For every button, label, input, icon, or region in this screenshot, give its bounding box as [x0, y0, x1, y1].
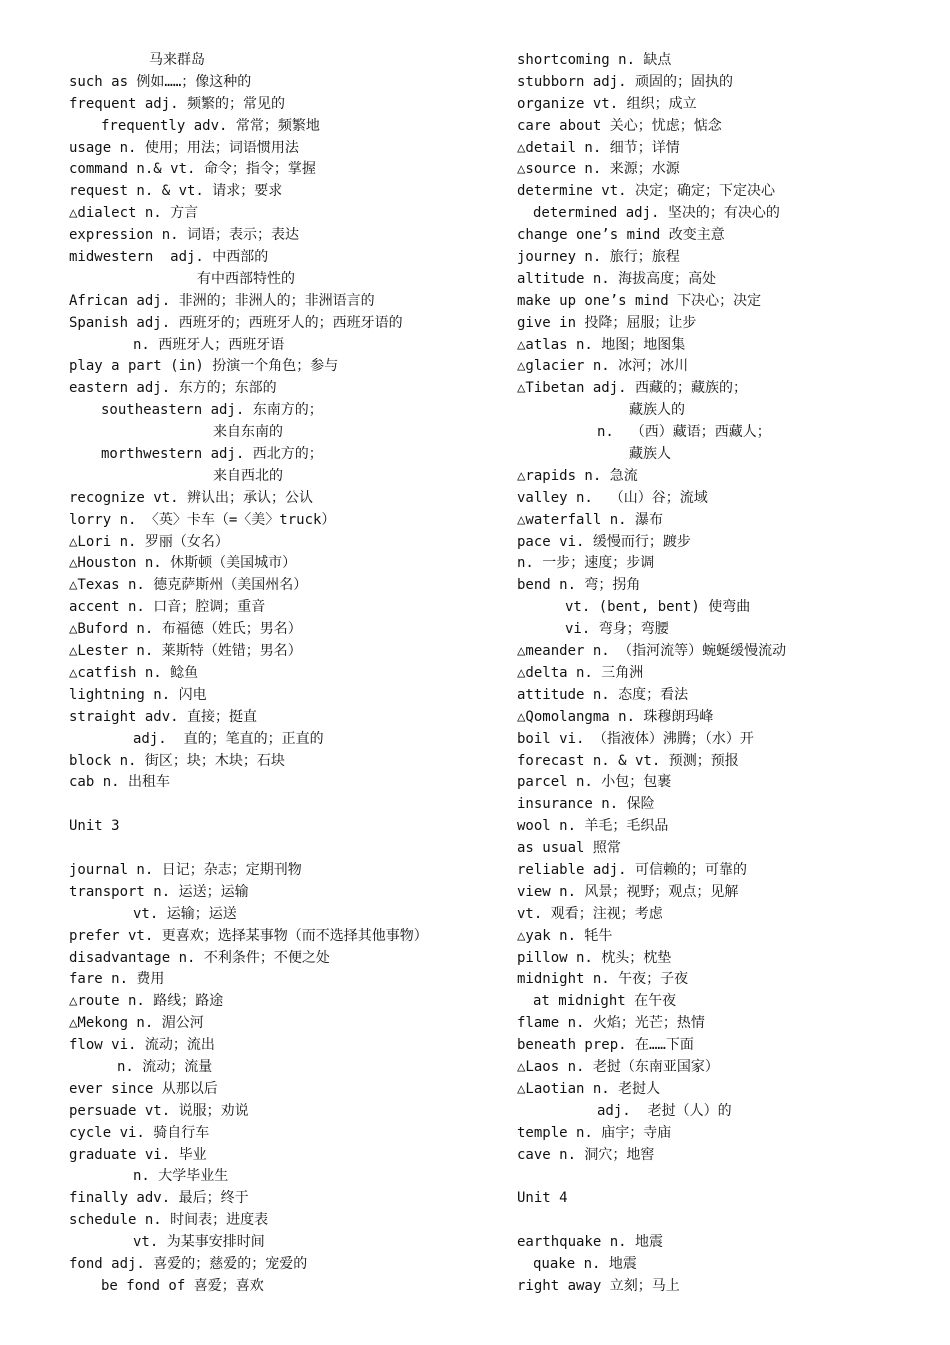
vocab-entry: n. 一步；速度；步调	[517, 555, 655, 572]
vocab-entry: as usual 照常	[517, 840, 621, 857]
vocab-entry: finally adv. 最后；终于	[69, 1190, 249, 1207]
vocab-entry: pace vi. 缓慢而行；踱步	[517, 533, 691, 550]
vocab-entry: determine vt. 决定；确定；下定决心	[517, 183, 776, 200]
vocab-entry: n. 流动；流量	[117, 1058, 213, 1075]
vocab-entry: 来自东南的	[213, 424, 283, 441]
blank-line	[517, 1166, 937, 1188]
vocab-entry: △meander n. （指河流等）蜿蜒缓慢流动	[517, 643, 787, 660]
vocab-entry: △route n. 路线；路途	[69, 993, 224, 1010]
vocab-entry: fare n. 费用	[69, 971, 165, 988]
vocab-entry: midnight n. 午夜；子夜	[517, 971, 689, 988]
vocab-entry: usage n. 使用；用法；词语惯用法	[69, 139, 299, 156]
vocab-entry: n. 西班牙人；西班牙语	[133, 336, 285, 353]
vocab-entry: cycle vi. 骑自行车	[69, 1124, 210, 1141]
vocab-entry: block n. 街区；块；木块；石块	[69, 752, 285, 769]
vocab-entry: organize vt. 组织；成立	[517, 95, 697, 112]
vocab-entry: △Laos n. 老挝（东南亚国家）	[517, 1058, 719, 1075]
vocab-entry: forecast n. & vt. 预测；预报	[517, 752, 739, 769]
vocab-entry: △rapids n. 急流	[517, 467, 638, 484]
vocab-entry: right away 立刻；马上	[517, 1277, 680, 1294]
right-column	[517, 50, 937, 1298]
vocab-entry: △glacier n. 冰河；冰川	[517, 358, 689, 375]
vocab-entry: at midnight 在午夜	[533, 993, 677, 1010]
vocab-entry: lorry n. 〈英〉卡车（=〈美〉truck）	[69, 511, 336, 528]
vocab-entry: cab n. 出租车	[69, 774, 171, 791]
vocab-entry: insurance n. 保险	[517, 796, 655, 813]
vocab-entry: △dialect n. 方言	[69, 205, 199, 222]
vocab-entry: △Laotian n. 老挝人	[517, 1080, 661, 1097]
vocab-entry: adj. 老挝（人）的	[597, 1102, 732, 1119]
vocab-entry: stubborn adj. 顽固的；固执的	[517, 73, 734, 90]
vocab-entry: △waterfall n. 瀑布	[517, 511, 664, 528]
vocab-entry: African adj. 非洲的；非洲人的；非洲语言的	[69, 292, 375, 309]
vocab-entry: play a part (in) 扮演一个角色；参与	[69, 358, 339, 375]
vocab-entry: △Mekong n. 湄公河	[69, 1015, 204, 1032]
vocab-entry: persuade vt. 说服；劝说	[69, 1102, 249, 1119]
vocab-entry: morthwestern adj. 西北方的；	[101, 446, 323, 463]
vocab-entry: command n.& vt. 命令；指令；掌握	[69, 161, 316, 178]
vocab-entry: △atlas n. 地图；地图集	[517, 336, 686, 353]
vocab-entry: △Texas n. 德克萨斯州（美国州名）	[69, 577, 308, 594]
vocab-entry: change one’s mind 改变主意	[517, 227, 725, 244]
vocab-entry: parcel n. 小包；包裹	[517, 774, 672, 791]
vocab-entry: 马来群岛	[149, 52, 205, 68]
vocab-entry: △Houston n. 休斯顿（美国城市）	[69, 555, 297, 572]
left-column	[69, 50, 489, 1298]
vocab-entry: eastern adj. 东方的；东部的	[69, 380, 277, 397]
vocab-entry: frequently adv. 常常；频繁地	[101, 117, 320, 134]
vocab-entry: prefer vt. 更喜欢；选择某事物（而不选择其他事物）	[69, 927, 428, 944]
vocab-entry: △source n. 来源；水源	[517, 161, 680, 178]
vocab-entry: flame n. 火焰；光芒；热情	[517, 1015, 705, 1032]
vocab-entry: 有中西部特性的	[197, 270, 295, 287]
vocab-entry: △Lori n. 罗丽（女名）	[69, 533, 229, 550]
vocab-entry: expression n. 词语；表示；表达	[69, 227, 300, 244]
vocab-entry: such as 例如……；像这种的	[69, 73, 252, 90]
vocab-entry: journal n. 日记；杂志；定期刊物	[69, 861, 302, 878]
vocab-entry: Spanish adj. 西班牙的；西班牙人的；西班牙语的	[69, 314, 403, 331]
blank-line	[69, 794, 489, 816]
vocab-entry: vt. 运输；运送	[133, 905, 237, 922]
vocab-entry: beneath prep. 在……下面	[517, 1037, 694, 1054]
vocab-entry: lightning n. 闪电	[69, 686, 207, 703]
vocab-entry: △Qomolangma n. 珠穆朗玛峰	[517, 708, 714, 725]
vocab-entry: △yak n. 牦牛	[517, 927, 613, 944]
vocab-entry: n. （西）藏语；西藏人；	[597, 424, 771, 441]
vocab-entry: disadvantage n. 不利条件；不便之处	[69, 949, 330, 966]
vocab-entry: frequent adj. 频繁的；常见的	[69, 95, 286, 112]
vocab-entry: graduate vi. 毕业	[69, 1146, 207, 1163]
vocab-entry: straight adv. 直接；挺直	[69, 708, 258, 725]
vocab-entry: be fond of 喜爱；喜欢	[101, 1277, 264, 1294]
vocab-entry: △delta n. 三角洲	[517, 664, 644, 681]
vocab-entry: care about 关心；忧虑；惦念	[517, 117, 722, 134]
vocab-entry: request n. & vt. 请求；要求	[69, 183, 283, 200]
vocab-entry: n. 大学毕业生	[133, 1168, 229, 1185]
vocab-entry: vt. 观看；注视；考虑	[517, 905, 663, 922]
unit-heading: Unit 4	[517, 1190, 568, 1207]
vocab-entry: adj. 直的；笔直的；正直的	[133, 730, 324, 747]
vocab-entry: valley n. （山）谷；流域	[517, 489, 708, 506]
vocab-entry: temple n. 庙宇；寺庙	[517, 1124, 672, 1141]
vocab-entry: reliable adj. 可信赖的；可靠的	[517, 861, 748, 878]
vocab-entry: △Lester n. 莱斯特（姓错；男名）	[69, 643, 302, 660]
vocab-entry: 藏族人的	[629, 402, 685, 419]
vocab-entry: △catfish n. 鲶鱼	[69, 664, 199, 681]
vocab-entry: fond adj. 喜爱的；慈爱的；宠爱的	[69, 1255, 308, 1272]
vocab-entry: view n. 风景；视野；观点；见解	[517, 883, 739, 900]
vocab-entry: attitude n. 态度；看法	[517, 686, 689, 703]
vocab-entry: schedule n. 时间表；进度表	[69, 1212, 269, 1229]
vocab-entry: 藏族人	[629, 446, 671, 463]
vocab-entry: △Tibetan adj. 西藏的；藏族的；	[517, 380, 748, 397]
vocab-entry: cave n. 洞穴；地窖	[517, 1146, 655, 1163]
vocab-entry: vi. 弯身；弯腰	[565, 621, 669, 638]
vocab-entry: give in 投降；屈服；让步	[517, 314, 697, 331]
unit-heading: Unit 3	[69, 818, 120, 835]
blank-line	[69, 838, 489, 860]
vocab-entry: make up one’s mind 下决心；决定	[517, 292, 762, 309]
vocab-entry: ever since 从那以后	[69, 1080, 218, 1097]
vocab-entry: determined adj. 坚决的；有决心的	[533, 205, 780, 222]
vocab-entry: 来自西北的	[213, 467, 283, 484]
vocab-entry: midwestern adj. 中西部的	[69, 249, 269, 266]
vocab-entry: bend n. 弯；拐角	[517, 577, 641, 594]
vocab-entry: shortcoming n. 缺点	[517, 52, 672, 68]
vocab-entry: earthquake n. 地震	[517, 1234, 664, 1251]
vocab-entry: quake n. 地震	[533, 1255, 637, 1272]
vocab-entry: pillow n. 枕头；枕垫	[517, 949, 672, 966]
vocab-entry: wool n. 羊毛；毛织品	[517, 818, 669, 835]
vocab-entry: accent n. 口音；腔调；重音	[69, 599, 266, 616]
vocab-entry: boil vi. （指液体）沸腾；（水）开	[517, 730, 754, 747]
vocab-entry: vt. 为某事安排时间	[133, 1234, 265, 1251]
vocab-entry: △Buford n. 布福德（姓氏；男名）	[69, 621, 302, 638]
vocab-entry: southeastern adj. 东南方的；	[101, 402, 323, 419]
vocab-entry: transport n. 运送；运输	[69, 883, 249, 900]
vocab-entry: recognize vt. 辨认出；承认；公认	[69, 489, 314, 506]
vocab-entry: altitude n. 海拔高度；高处	[517, 270, 717, 287]
vocab-entry: flow vi. 流动；流出	[69, 1037, 215, 1054]
vocab-entry: vt. (bent, bent) 使弯曲	[565, 599, 751, 616]
blank-line	[517, 1210, 937, 1232]
vocab-entry: △detail n. 细节；详情	[517, 139, 680, 156]
vocab-entry: journey n. 旅行；旅程	[517, 249, 680, 266]
